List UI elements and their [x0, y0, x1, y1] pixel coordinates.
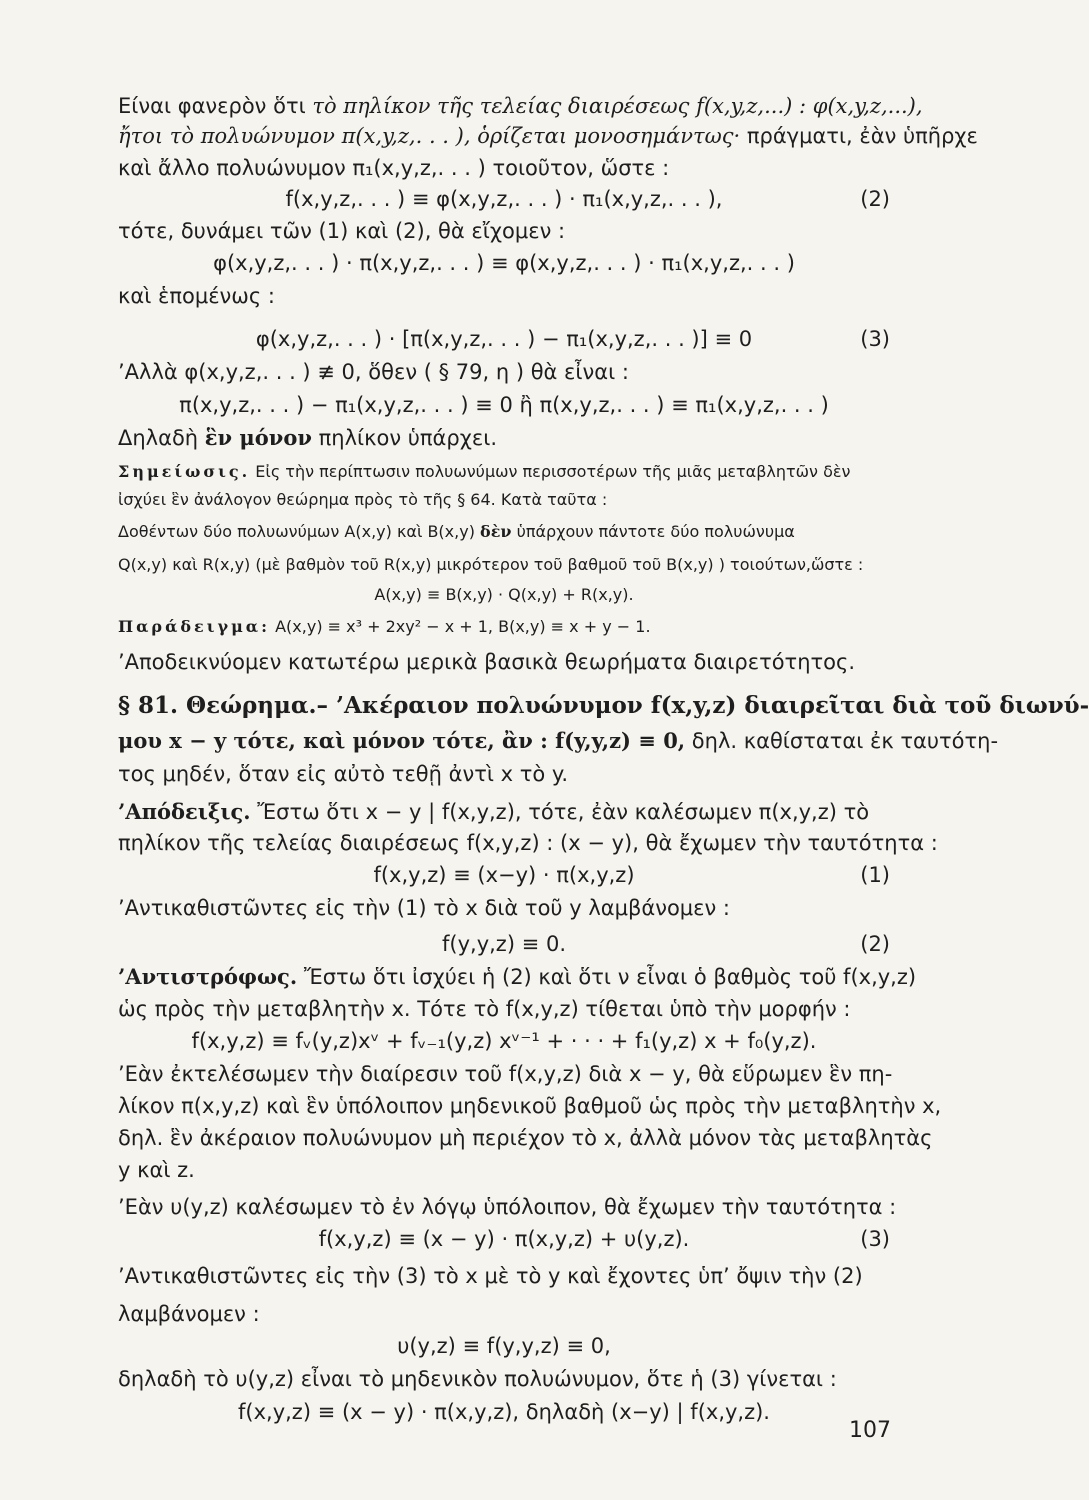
text-span: καὶ ἑπομένως : [118, 284, 275, 308]
text-span: Ἔστω ὅτι ἰσχύει ἡ (2) καὶ ὅτι ν εἶναι ὁ βαθμὸς τοῦ f(x,y,z) [297, 965, 917, 989]
text-line [118, 1225, 890, 1253]
text-line [118, 930, 890, 958]
text-span: ’Αλλὰ φ(x,y,z,. . . ) ≢ 0, ὅθεν ( § 79, η ) θὰ εἶναι : [118, 360, 629, 384]
text-span: πηλίκον τῆς τελείας διαιρέσεως f(x,y,z) : (x − y), θὰ ἔχωμεν τὴν ταυτότητα : [118, 831, 938, 855]
text-span: f(x,y,z) ≡ (x−y) · π(x,y,z) [373, 863, 635, 887]
text-span: ’Εὰν υ(y,z) καλέσωμεν τὸ ἐν λόγῳ ὑπόλοιπον, θὰ ἔχωμεν τὴν ταυτότητα : [118, 1195, 897, 1219]
text-span: φ(x,y,z,. . . ) · π(x,y,z,. . . ) ≡ φ(x,y,z,. . . ) · π₁(x,y,z,. . . ) [213, 251, 795, 275]
text-span: π(x,y,z,. . . ) − π₁(x,y,z,. . . ) ≡ 0 ἢ π(x,y,z,. . . ) ≡ π₁(x,y,z,. . . ) [179, 393, 829, 417]
text-line [118, 963, 917, 991]
text-line [118, 1060, 893, 1088]
text-span: ’Αποδεικνύομεν κατωτέρω μερικὰ βασικὰ θεωρήματα διαιρετότητος. [118, 650, 855, 674]
text-span: πράγματι, ἐὰν ὑπῆρχε [740, 124, 978, 148]
text-line [118, 217, 890, 245]
equation-number: (1) [860, 863, 890, 887]
text-line [118, 583, 890, 607]
text-line [118, 325, 890, 353]
text-span: ἰσχύει ἓν ἀνάλογον θεώρημα πρὸς τὸ τῆς § 64. Κατὰ ταῦτα : [118, 490, 608, 509]
text-span: μου x − y τότε, καὶ μόνον τότε, ἂν : f(y,y,z) ≡ 0, [118, 728, 686, 753]
text-span: f(x,y,z,. . . ) ≡ φ(x,y,z,. . . ) · π₁(x,y,z,. . . ), [285, 187, 723, 211]
text-line [118, 185, 890, 213]
text-line [118, 1332, 890, 1360]
text-line [118, 1300, 890, 1328]
text-line [118, 424, 890, 452]
text-line [118, 92, 923, 120]
text-line [118, 861, 890, 889]
equation-number: (2) [860, 187, 890, 211]
page-number: 107 [849, 1418, 891, 1443]
text-span: Q(x,y) καὶ R(x,y) (μὲ βαθμὸν τοῦ R(x,y) μικρότερον τοῦ βαθμοῦ τοῦ B(x,y) ) τοιούτων,ὥστε : [118, 555, 864, 574]
text-line [118, 553, 890, 577]
text-span: δηλ. ἓν ἀκέραιον πολυώνυμον μὴ περιέχον τὸ x, ἀλλὰ μόνον τὰς μεταβλητὰς [118, 1126, 933, 1150]
text-span: ’Απόδειξις. [118, 799, 251, 824]
text-span: Ἔστω ὅτι x − y | f(x,y,z), τότε, ἐὰν καλέσωμεν π(x,y,z) τὸ [250, 800, 870, 824]
text-span: πηλίκον ὑπάρχει. [311, 426, 497, 450]
text-line [118, 282, 890, 310]
text-span: δὲν [480, 522, 512, 541]
text-span: λίκον π(x,y,z) καὶ ἓν ὑπόλοιπον μηδενικοῦ βαθμοῦ ὡς πρὸς τὴν μεταβλητὴν x, [118, 1094, 942, 1118]
text-span: f(x,y,z) ≡ (x − y) · π(x,y,z), δηλαδὴ (x−y) | f(x,y,z). [238, 1400, 770, 1424]
text-span: δηλ. καθίσταται ἐκ ταυτότη- [685, 729, 999, 753]
text-span: Εἰς τὴν περίπτωσιν πολυωνύμων περισσοτέρων τῆς μιᾶς μεταβλητῶν δὲν [250, 462, 851, 481]
text-line [118, 760, 890, 788]
text-span: y καὶ z. [118, 1158, 195, 1182]
text-span: ὡς πρὸς τὴν μεταβλητὴν x. Τότε τὸ f(x,y,z) τίθεται ὑπὸ τὴν μορφήν : [118, 997, 851, 1021]
text-span: τος μηδέν, ὅταν εἰς αὐτὸ τεθῇ ἀντὶ x τὸ y. [118, 762, 569, 786]
text-line [118, 1124, 933, 1152]
text-span: f(x,y,z) ≡ (x − y) · π(x,y,z) + υ(y,z). [318, 1227, 690, 1251]
text-span: Δοθέντων δύο πολυωνύμων A(x,y) καὶ B(x,y) [118, 522, 481, 541]
text-line [118, 1156, 890, 1184]
text-line [118, 154, 890, 182]
text-span: ’Αντιστρόφως. [118, 964, 298, 989]
text-span: A(x,y) ≡ x³ + 2xy² − x + 1, B(x,y) ≡ x + y − 1. [270, 617, 651, 636]
text-span: τὸ πηλίκον τῆς τελείας διαιρέσεως f(x,y,z,...) : φ(x,y,z,...), [312, 94, 923, 118]
equation-number: (3) [860, 1227, 890, 1251]
text-line [118, 1027, 890, 1055]
text-line [118, 460, 890, 484]
text-span: A(x,y) ≡ B(x,y) · Q(x,y) + R(x,y). [374, 585, 634, 604]
text-span: ὑπάρχουν πάντοτε δύο πολυώνυμα [511, 522, 795, 541]
text-line [118, 249, 890, 277]
text-line [118, 894, 890, 922]
text-line [118, 1193, 897, 1221]
text-line [118, 1398, 890, 1426]
text-line [118, 615, 890, 639]
text-span: υ(y,z) ≡ f(y,y,z) ≡ 0, [397, 1334, 611, 1358]
equation-number: (2) [860, 932, 890, 956]
text-line [118, 122, 978, 150]
text-span: καὶ ἄλλο πολυώνυμον π₁(x,y,z,. . . ) τοιοῦτον, ὥστε : [118, 156, 670, 180]
text-span: ἓν μόνον [204, 425, 312, 450]
text-line [118, 358, 890, 386]
text-line [118, 1365, 890, 1393]
text-line [118, 1092, 942, 1120]
text-span: ἤτοι τὸ πολυώνυμον π(x,y,z,. . . ), ὁρίζεται μονοσημάντως· [118, 124, 741, 148]
text-line [118, 520, 890, 544]
text-line [118, 391, 890, 419]
text-line [118, 727, 999, 755]
text-span: Δηλαδὴ [118, 426, 205, 450]
text-line [118, 995, 890, 1023]
text-line [118, 488, 890, 512]
text-line [118, 798, 890, 826]
text-span: φ(x,y,z,. . . ) · [π(x,y,z,. . . ) − π₁(x,y,z,. . . )] ≡ 0 [255, 327, 753, 351]
text-span: ’Αντικαθιστῶντες εἰς τὴν (3) τὸ x μὲ τὸ y καὶ ἔχοντες ὑπ’ ὄψιν τὴν (2) [118, 1264, 863, 1288]
text-line [118, 829, 938, 857]
text-span: ’Αντικαθιστῶντες εἰς τὴν (1) τὸ x διὰ τοῦ y λαμβάνομεν : [118, 896, 731, 920]
equation-number: (3) [860, 327, 890, 351]
text-span: § 81. Θεώρημα.– ’Ακέραιον πολυώνυμον f(x,y,z) διαιρεῖται διὰ τοῦ διωνύ- [118, 692, 1089, 719]
text-span: f(y,y,z) ≡ 0. [442, 932, 566, 956]
text-span: δηλαδὴ τὸ υ(y,z) εἶναι τὸ μηδενικὸν πολυώνυμον, ὅτε ἡ (3) γίνεται : [118, 1367, 837, 1391]
text-span: Παράδειγμα: [118, 617, 271, 636]
text-span: f(x,y,z) ≡ fᵥ(y,z)xᵛ + fᵥ₋₁(y,z) xᵛ⁻¹ + · · · + f₁(y,z) x + f₀(y,z). [191, 1029, 817, 1053]
text-span: Σημείωσις. [118, 462, 251, 481]
text-span: τότε, δυνάμει τῶν (1) καὶ (2), θὰ εἴχομεν : [118, 219, 566, 243]
text-line [118, 692, 1089, 720]
text-span: λαμβάνομεν : [118, 1302, 260, 1326]
text-line [118, 648, 890, 676]
text-line [118, 1262, 890, 1290]
text-span: Είναι φανερὸν ὅτι [118, 94, 313, 118]
text-span: ’Εὰν ἐκτελέσωμεν τὴν διαίρεσιν τοῦ f(x,y,z) διὰ x − y, θὰ εὕρωμεν ἓν πη- [118, 1062, 893, 1086]
